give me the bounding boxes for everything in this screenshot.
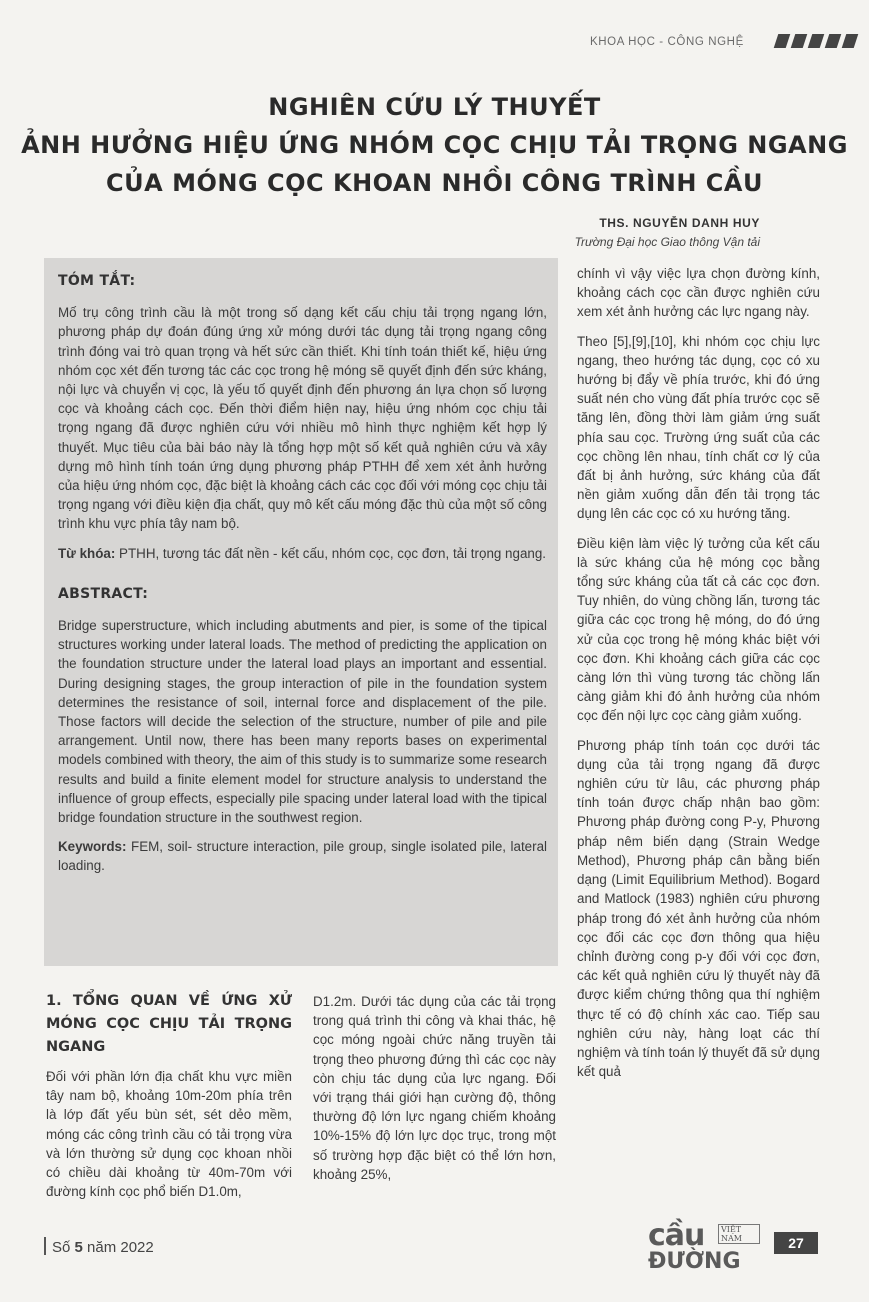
abstract-vi-keywords (58, 544, 547, 563)
abstract-en-body: Bridge superstructure, which including abutments and pier, is some of the tipical structures working under lateral loads. The method of predicting the application on the foundation structure under the lateral load plays an important and essential. During designing stages, the group interaction of pile in the foundation system determines the resistance of soil, internal force and displacement of the pile. Those factors will decide the selection of the structure, number of pile and pile arrangement. Until now, there has been many reports bases on experimental models combined with theory, the aim of this study is to summarize some research results and build a finite element model for structure analysis to understand the influence of group effects, especially pile spacing under lateral load with the tipical bridge foundation structure in the southwest region. (58, 618, 547, 826)
body-column-3 (577, 264, 820, 1091)
column-2-paragraph: D1.2m. Dưới tác dụng của các tải trọng trong quá trình thi công và khai thác, hệ cọc móng ngoài chức năng truyền tải trọng theo phương đứng thì các cọc này còn chịu tác dụng của lực ngang. Đối với trạng thái giới hạn cường độ, thông thường độ lớn lực ngang chiếm khoảng 10%-15% độ lớn lực dọc trục, trong một số trường hợp đặc biệt có thể lớn hơn, khoảng 25%, (313, 994, 556, 1182)
section-1-paragraph: Đối với phần lớn địa chất khu vực miền tây nam bộ, khoảng 10m-20m phía trên là lớp đất yếu bùn sét, sét dẻo mềm, móng các công trình cầu có tải trọng vừa và lớn thường sử dụng cọc khoan nhồi có chiều dài khoảng từ 40m-70m với đường kính cọc phổ biến D1.0m, (46, 1069, 292, 1200)
keywords-vi-label: Từ khóa: (58, 545, 116, 561)
issue-info (44, 1237, 154, 1256)
column-3-paragraph-4: Phương pháp tính toán cọc dưới tác dụng của tải trọng ngang đã được nghiên cứu từ lâu, các phương pháp tính toán được chấp nhận bao gồm: Phương pháp đường cong P-y, Phương pháp nêm biến dạng (Strain Wedge Method), Phương pháp cân bằng biến dạng (Limit Equilibrium Method). Bogard and Matlock (1983) nghiên cứu phương pháp trong đó xét ảnh hưởng của nhóm cọc đối các cọc đơn thông qua hiệu chỉnh đường cong p-y đối với cọc đơn, các kết quả nghiên cứu lý thuyết này đã được kiểm chứng thông qua thí nghiệm thực tế có độ chính xác cao. Tiếp sau nghiên cứu này, hàng loạt các thí nghiệm và tính toán lý thuyết đã sử dụng kết quả (577, 737, 820, 1080)
body-column-1 (46, 990, 292, 1211)
issue-suffix: năm 2022 (82, 1239, 154, 1256)
abstract-column (58, 272, 547, 886)
keywords-en-text: FEM, soil- structure interaction, pile group, single isolated pile, lateral loading. (58, 839, 547, 874)
title-line-3: CỦA MÓNG CỌC KHOAN NHỒI CÔNG TRÌNH CẦU (106, 169, 763, 197)
logo-tag: VIỆT NAM (718, 1224, 760, 1244)
abstract-en-keywords (58, 837, 547, 875)
logo-main-text: cầu (648, 1218, 705, 1253)
logo-sub-text: ĐƯỜNG (648, 1249, 741, 1274)
section-header: KHOA HỌC - CÔNG NGHỆ (590, 36, 744, 48)
issue-number: 5 (74, 1239, 83, 1256)
title-line-1: NGHIÊN CỨU LÝ THUYẾT (268, 93, 601, 121)
keywords-en-label: Keywords: (58, 839, 127, 855)
body-column-2 (313, 992, 556, 1194)
page-number: 27 (774, 1232, 818, 1254)
header-decoration (776, 34, 856, 48)
keywords-vi-text: PTHH, tương tác đất nền - kết cấu, nhóm cọc, cọc đơn, tải trọng ngang. (115, 545, 547, 561)
title-line-2: ẢNH HƯỞNG HIỆU ỨNG NHÓM CỌC CHỊU TẢI TRỌNG NGANG (21, 131, 848, 159)
section-1-heading: 1. TỔNG QUAN VỀ ỨNG XỬ MÓNG CỌC CHỊU TẢI TRỌNG NGANG (46, 993, 292, 1055)
abstract-vi-body: Mố trụ công trình cầu là một trong số dạng kết cấu chịu tải trọng ngang lớn, phương pháp dự đoán đúng ứng xử móng dưới tác dụng tải trọng ngang công trình đóng vai trò quan trọng và hết sức cần thiết. Khi tính toán thiết kế, hiệu ứng nhóm cọc xét đến tương tác các cọc trong hệ móng sẽ quyết định đến sức kháng, nội lực và chuyển vị cọc, là yếu tố quyết định đến phương án lựa chọn số lượng cọc và khoảng cách cọc. Đến thời điểm hiện nay, hiệu ứng nhóm cọc chịu tải trọng ngang đã được nghiên cứu với nhiều mô hình thực nghiệm kết hợp lý thuyết. Mục tiêu của bài báo này là tổng hợp một số kết quả nghiên cứu và xây dựng mô hình tính toán ứng dụng phương pháp PTHH để xem xét ảnh hưởng của hiệu ứng nhóm cọc, đặc biệt là khoảng cách các cọc đối với móng cọc chịu tải trọng ngang với điều kiện địa chất, quy mô kết cấu móng đặc thù của một số công trình khu vực phía tây nam bộ. (58, 305, 547, 532)
abstract-en-heading: ABSTRACT: (58, 585, 149, 602)
column-3-paragraph-3: Điều kiện làm việc lý tưởng của kết cấu là sức kháng của hệ móng cọc bằng tổng sức kháng của tất cả các cọc đơn. Tuy nhiên, do vùng chồng lấn, tương tác giữa các cọc trong hệ móng, do đó ứng xử của cọc trong hệ móng khác biệt với cọc đơn. Khi khoảng cách giữa các cọc càng lớn thì vùng tương tác chồng lấn càng giảm khi đó ảnh hưởng của nhóm cọc đến nội lực cọc càng giảm xuống. (577, 535, 820, 724)
magazine-logo (648, 1218, 760, 1274)
issue-prefix: Số (52, 1239, 75, 1256)
issue-divider (44, 1237, 46, 1255)
article-title (20, 88, 849, 202)
author-name: THS. NGUYỄN DANH HUY (599, 216, 760, 230)
author-affiliation: Trường Đại học Giao thông Vận tải (574, 235, 760, 249)
column-3-paragraph-1: chính vì vậy việc lựa chọn đường kính, khoảng cách cọc cần được nghiên cứu xem xét ảnh hưởng các lực ngang này. (577, 266, 820, 320)
column-3-paragraph-2: Theo [5],[9],[10], khi nhóm cọc chịu lực ngang, theo hướng tác dụng, cọc có xu hướng bị đẩy về phía trước, khi đó ứng suất nén cho vùng đất phía trước cọc sẽ tăng lên, đồng thời làm giảm ứng suất phía sau cọc. Trường ứng suất của các cọc chồng lên nhau, tính chất cơ lý của đất bị ảnh hưởng, sức kháng của đất nền giảm xuống dẫn đến tải trọng tác dụng lên các cọc có xu hướng tăng. (577, 333, 820, 522)
abstract-vi-heading: TÓM TẮT: (58, 273, 136, 289)
author-block (480, 216, 760, 249)
